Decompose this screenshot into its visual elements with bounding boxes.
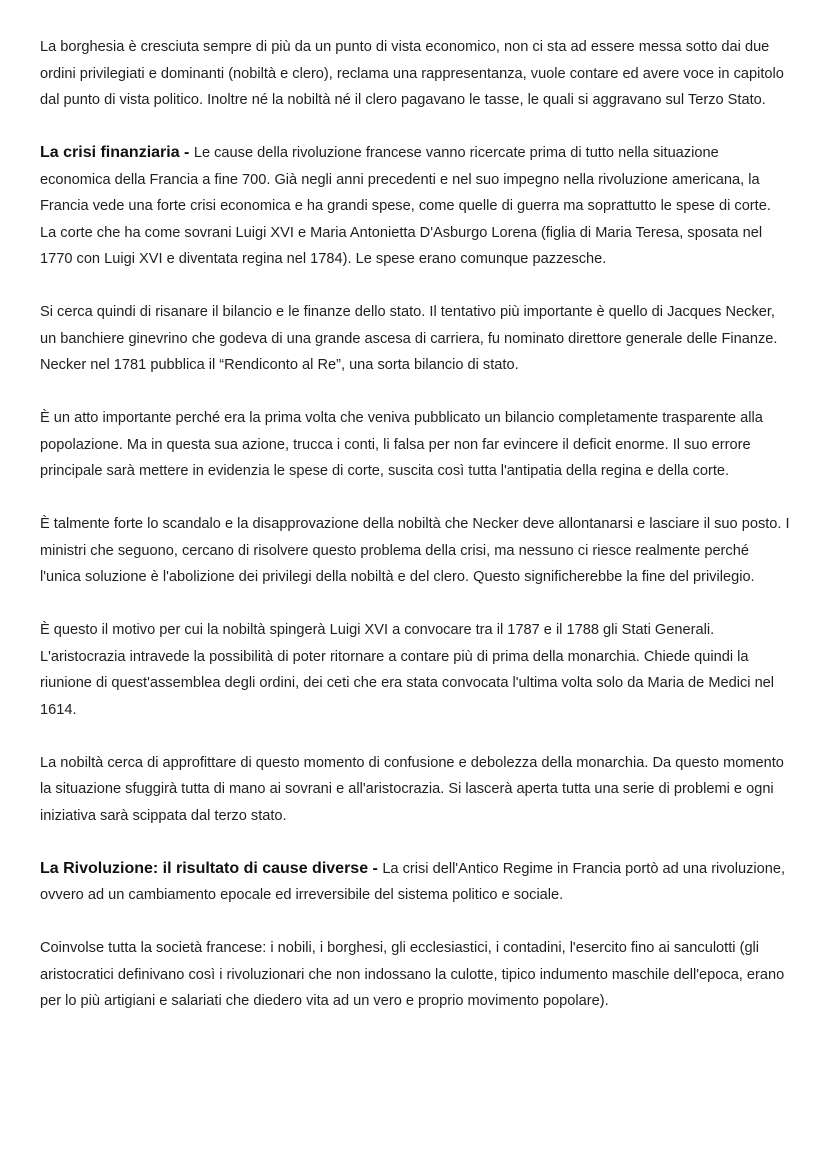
paragraph-sanculotti: [40, 935, 790, 1015]
paragraph-text: La crisi dell'Antico Regime in Francia portò ad una rivoluzione, ovvero ad un cambiamento epocale ed irreversibile del sistema politico e sociale.: [40, 860, 786, 903]
paragraph-text: Le cause della rivoluzione francese vanno ricercate prima di tutto nella situazione economica della Francia a fine 700. Già negli anni precedenti e nel suo impegno nella rivoluzione americana, la Francia vede una forte crisi economica e ha grandi spese, come quelle di guerra ma soprattutto le spese di corte. La corte che ha come sovrani Luigi XVI e Maria Antonietta D'Asburgo Lorena (figlia di Maria Teresa, sposata nel 1770 con Luigi XVI e diventata regina nel 1784). Le spese erano comunque pazzesche.: [40, 145, 771, 267]
paragraph-stati-generali: [40, 617, 790, 723]
paragraph-rendiconto: [40, 405, 790, 485]
paragraph-text: È talmente forte lo scandalo e la disapprovazione della nobiltà che Necker deve allontanarsi e lasciare il suo posto. I ministri che seguono, cercano di risolvere questo problema della crisi, ma nessuno ci riesce realmente perché l'unica soluzione è l'abolizione dei privilegi della nobiltà e del clero. Questo significherebbe la fine del privilegio.: [40, 516, 790, 585]
document-page: [40, 34, 790, 1041]
paragraph-rivoluzione: [40, 856, 790, 909]
paragraph-text: È questo il motivo per cui la nobiltà spingerà Luigi XVI a convocare tra il 1787 e il 1788 gli Stati Generali. L'aristocrazia intravede la possibilità di poter ritornare a contare più di prima della monarchia. Chiede quindi la riunione di quest'assemblea degli ordini, dei ceti che era stata convocata l'ultima volta solo da Maria de Medici nel 1614.: [40, 622, 775, 718]
section-heading-crisi-finanziaria: La crisi finanziaria -: [40, 144, 194, 161]
paragraph-text: La borghesia è cresciuta sempre di più da un punto di vista economico, non ci sta ad essere messa sotto dai due ordini privilegiati e dominanti (nobiltà e clero), reclama una rappresentanza, vuole contare ed avere voce in capitolo dal punto di vista politico. Inoltre né la nobiltà né il clero pagavano le tasse, le quali si aggravano sul Terzo Stato.: [40, 39, 784, 108]
paragraph-necker: [40, 299, 790, 379]
paragraph-confusione: [40, 750, 790, 830]
paragraph-borghesia: [40, 34, 790, 114]
paragraph-text: Si cerca quindi di risanare il bilancio e le finanze dello stato. Il tentativo più importante è quello di Jacques Necker, un banchiere ginevrino che godeva di una grande ascesa di carriera, fu nominato direttore generale delle Finanze. Necker nel 1781 pubblica il “Rendiconto al Re”, una sorta bilancio di stato.: [40, 304, 778, 373]
paragraph-crisi-finanziaria: [40, 140, 790, 273]
section-heading-rivoluzione: La Rivoluzione: il risultato di cause diverse -: [40, 859, 383, 877]
paragraph-scandalo: [40, 511, 790, 591]
paragraph-text: È un atto importante perché era la prima volta che veniva pubblicato un bilancio completamente trasparente alla popolazione. Ma in questa sua azione, trucca i conti, li falsa per non far evincere il deficit enorme. Il suo errore principale sarà mettere in evidenzia le spese di corte, suscita così tutta l'antipatia della regina e della corte.: [40, 410, 763, 479]
paragraph-text: Coinvolse tutta la società francese: i nobili, i borghesi, gli ecclesiastici, i contadini, l'esercito fino ai sanculotti (gli aristocratici definivano così i rivoluzionari che non indossano la culotte, tipico indumento maschile dell'epoca, erano per lo più artigiani e salariati che diedero vita ad un vero e proprio movimento popolare).: [40, 940, 785, 1009]
paragraph-text: La nobiltà cerca di approfittare di questo momento di confusione e debolezza della monarchia. Da questo momento la situazione sfuggirà tutta di mano ai sovrani e all'aristocrazia. Si lascerà aperta tutta una serie di problemi e ogni iniziativa sarà scippata dal terzo stato.: [40, 754, 784, 824]
